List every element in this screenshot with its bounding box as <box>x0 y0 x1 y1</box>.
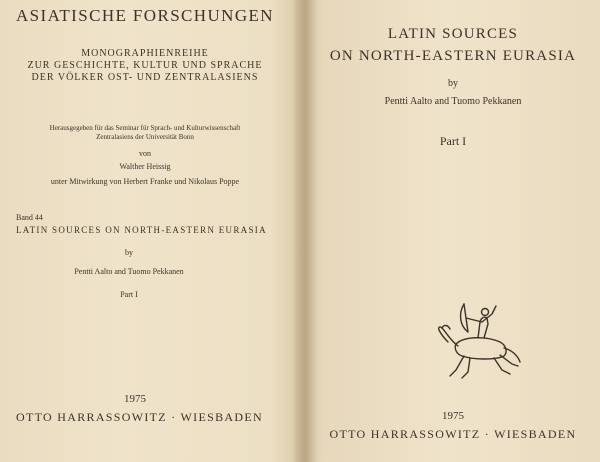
publisher-note-line-2: Zentralasiens der Universität Bonn <box>96 133 194 141</box>
book-title-line-1: LATIN SOURCES <box>387 26 519 42</box>
monograph-line-2: ZUR GESCHICHTE, KULTUR UND SPRACHE <box>27 60 263 71</box>
year-left: 1975 <box>124 393 146 405</box>
publisher-left: OTTO HARRASSOWITZ · WIESBADEN <box>16 410 263 424</box>
publisher-right: OTTO HARRASSOWITZ · WIESBADEN <box>329 427 577 441</box>
part-right: Part I <box>439 134 467 148</box>
collaborators-line: unter Mitwirkung von Herbert Franke und Nikolaus Poppe <box>50 177 240 186</box>
authors-right: Pentti Aalto and Tuomo Pekkanen <box>384 96 522 107</box>
book-title-line-2: ON NORTH-EASTERN EURASIA <box>329 48 577 64</box>
right-page <box>306 0 600 462</box>
volume-title: LATIN SOURCES ON NORTH-EASTERN EURASIA <box>16 225 267 235</box>
by-label-left: by <box>125 248 133 257</box>
by-label-right: by <box>448 78 458 89</box>
monograph-line-3: DER VÖLKER OST- UND ZENTRALASIENS <box>31 72 259 83</box>
authors-left: Pentti Aalto and Tuomo Pekkanen <box>74 267 184 276</box>
band-number: Band 44 <box>16 213 43 222</box>
horseman-archer-icon <box>434 292 524 382</box>
monograph-line-1: MONOGRAPHIENREIHE <box>81 48 209 59</box>
series-title: ASIATISCHE FORSCHUNGEN <box>16 6 274 25</box>
year-right: 1975 <box>442 410 464 422</box>
part-left: Part I <box>120 290 138 299</box>
von-label: von <box>139 149 151 158</box>
publisher-note-line-1: Herausgegeben für das Seminar für Sprach- und Kulturwissenschaft <box>49 124 241 132</box>
editor-name: Walther Heissig <box>119 162 171 171</box>
